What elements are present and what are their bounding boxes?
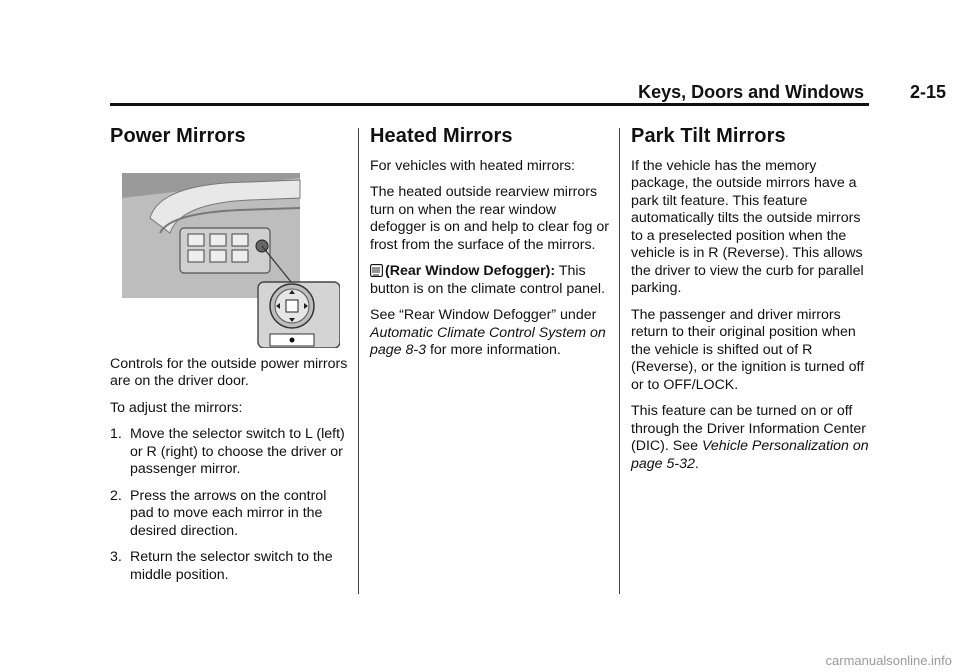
park-tilt-p1: If the vehicle has the memory package, the outside mirrors have a park tilt feature. This feature automatically tilts the outside mirrors to a preselected position when the vehicle is in R (Reverse). This allows the driver to view the curb for parallel parking. — [631, 157, 864, 296]
see-reference: See “Rear Window Defogger” under Automatic Climate Control System on page 8-3 for more information. — [370, 307, 606, 358]
defogger-label: (Rear Window Defogger): — [385, 263, 556, 279]
column-divider — [619, 128, 620, 594]
list-item: 2. Press the arrows on the control pad to move each mirror in the desired direction. — [110, 487, 327, 539]
park-tilt-p3: This feature can be turned on or off through the Driver Information Center (DIC). See Vehicle Personalization on page 5-32. — [631, 403, 869, 472]
column-divider — [358, 128, 359, 594]
power-mirrors-section — [110, 125, 350, 593]
power-mirrors-heading: Power Mirrors — [110, 125, 246, 147]
adjust-steps — [110, 426, 350, 584]
climate-control-reference[interactable]: Automatic Climate Control System on page 8-3 — [370, 324, 606, 358]
page-number: 2-15 — [909, 82, 946, 102]
park-tilt-heading: Park Tilt Mirrors — [631, 125, 786, 147]
heated-mirrors-p1: For vehicles with heated mirrors: — [370, 157, 575, 174]
watermark: carmanualsonline.info — [825, 653, 952, 668]
defogger-paragraph — [370, 263, 610, 298]
header-rule — [110, 103, 869, 106]
park-tilt-section — [631, 125, 871, 482]
section-title: Keys, Doors and Windows — [638, 82, 864, 102]
park-tilt-p2: The passenger and driver mirrors return to their original position when the vehicle is shifted out of R (Reverse), or the ignition is turned off or to OFF/LOCK. — [631, 306, 865, 393]
heated-mirrors-heading: Heated Mirrors — [370, 125, 513, 147]
vehicle-personalization-reference[interactable]: Vehicle Personalization on page 5-32 — [631, 438, 869, 472]
page-header — [0, 0, 960, 105]
heated-mirrors-p2: The heated outside rearview mirrors turn on when the rear window defogger is on and help to clear fog or frost from the surface of the mirrors. — [370, 184, 609, 253]
list-item: 3. Return the selector switch to the middle position. — [110, 549, 333, 583]
mirror-control-figure — [120, 158, 340, 348]
heated-mirrors-section — [370, 125, 610, 369]
power-mirrors-intro: Controls for the outside power mirrors are on the driver door. — [110, 355, 348, 389]
door-mirror-control-illustration — [120, 158, 340, 348]
adjust-lead: To adjust the mirrors: — [110, 399, 243, 416]
defogger-text: This button is on the climate control panel. — [370, 263, 606, 297]
rear-defogger-icon — [370, 264, 383, 277]
list-item: 1. Move the selector switch to L (left) or R (right) to choose the driver or passenger mirror. — [110, 426, 345, 477]
